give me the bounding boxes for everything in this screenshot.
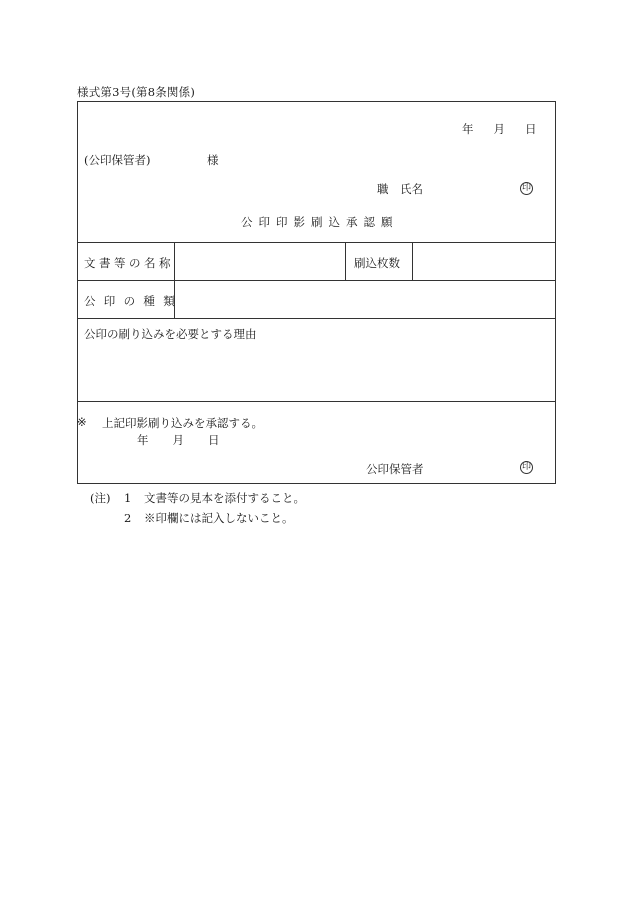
- column-divider: [412, 242, 413, 280]
- divider: [78, 401, 555, 402]
- notes-label: (注): [90, 491, 111, 505]
- seal-icon: [520, 182, 533, 195]
- reason-label: 公印の刷り込みを必要とする理由: [84, 327, 257, 341]
- seal-type-field[interactable]: [178, 283, 550, 315]
- approval-year-label: 年: [137, 433, 149, 447]
- applicant-label: 職 氏名: [377, 182, 423, 196]
- divider: [78, 242, 555, 243]
- note-number: 1: [124, 491, 132, 505]
- divider: [78, 280, 555, 281]
- note-text: ※印欄には記入しないこと。: [144, 511, 294, 525]
- approval-day-label: 日: [208, 433, 220, 447]
- doc-name-label: 文書等の名称: [84, 256, 174, 270]
- addressee-honorific: 様: [207, 153, 219, 167]
- reason-field[interactable]: [84, 344, 550, 396]
- seal-mark: 印: [521, 183, 531, 193]
- note-text: 文書等の見本を添付すること。: [144, 491, 305, 505]
- application-form: [77, 101, 556, 484]
- date-field[interactable]: [462, 121, 537, 137]
- approval-date[interactable]: [137, 432, 220, 448]
- date-year-label: 年: [462, 122, 474, 136]
- addressee: [84, 152, 150, 168]
- seal-icon: [520, 461, 533, 474]
- divider: [78, 318, 555, 319]
- note-number: 2: [124, 511, 132, 525]
- seal-mark: 印: [521, 462, 531, 472]
- notes: [90, 488, 305, 528]
- document-title: 公印印影刷込承認願: [241, 215, 399, 229]
- approval-month-label: 月: [172, 433, 184, 447]
- date-day-label: 日: [525, 122, 537, 136]
- note-item: [90, 508, 305, 528]
- approval-text: 上記印影刷り込みを承認する。: [102, 416, 263, 430]
- date-month-label: 月: [493, 122, 505, 136]
- seal-type-label: 公印の種類: [84, 294, 183, 308]
- print-count-field[interactable]: [416, 245, 550, 277]
- addressee-label: (公印保管者): [84, 153, 151, 167]
- print-count-label: 刷込枚数: [354, 256, 400, 270]
- form-number: 様式第3号(第8条関係): [77, 85, 196, 99]
- approval-mark: ※: [77, 415, 87, 429]
- note-item: [90, 488, 305, 508]
- doc-name-field[interactable]: [178, 245, 341, 277]
- keeper-label: 公印保管者: [366, 462, 424, 476]
- column-divider: [345, 242, 346, 280]
